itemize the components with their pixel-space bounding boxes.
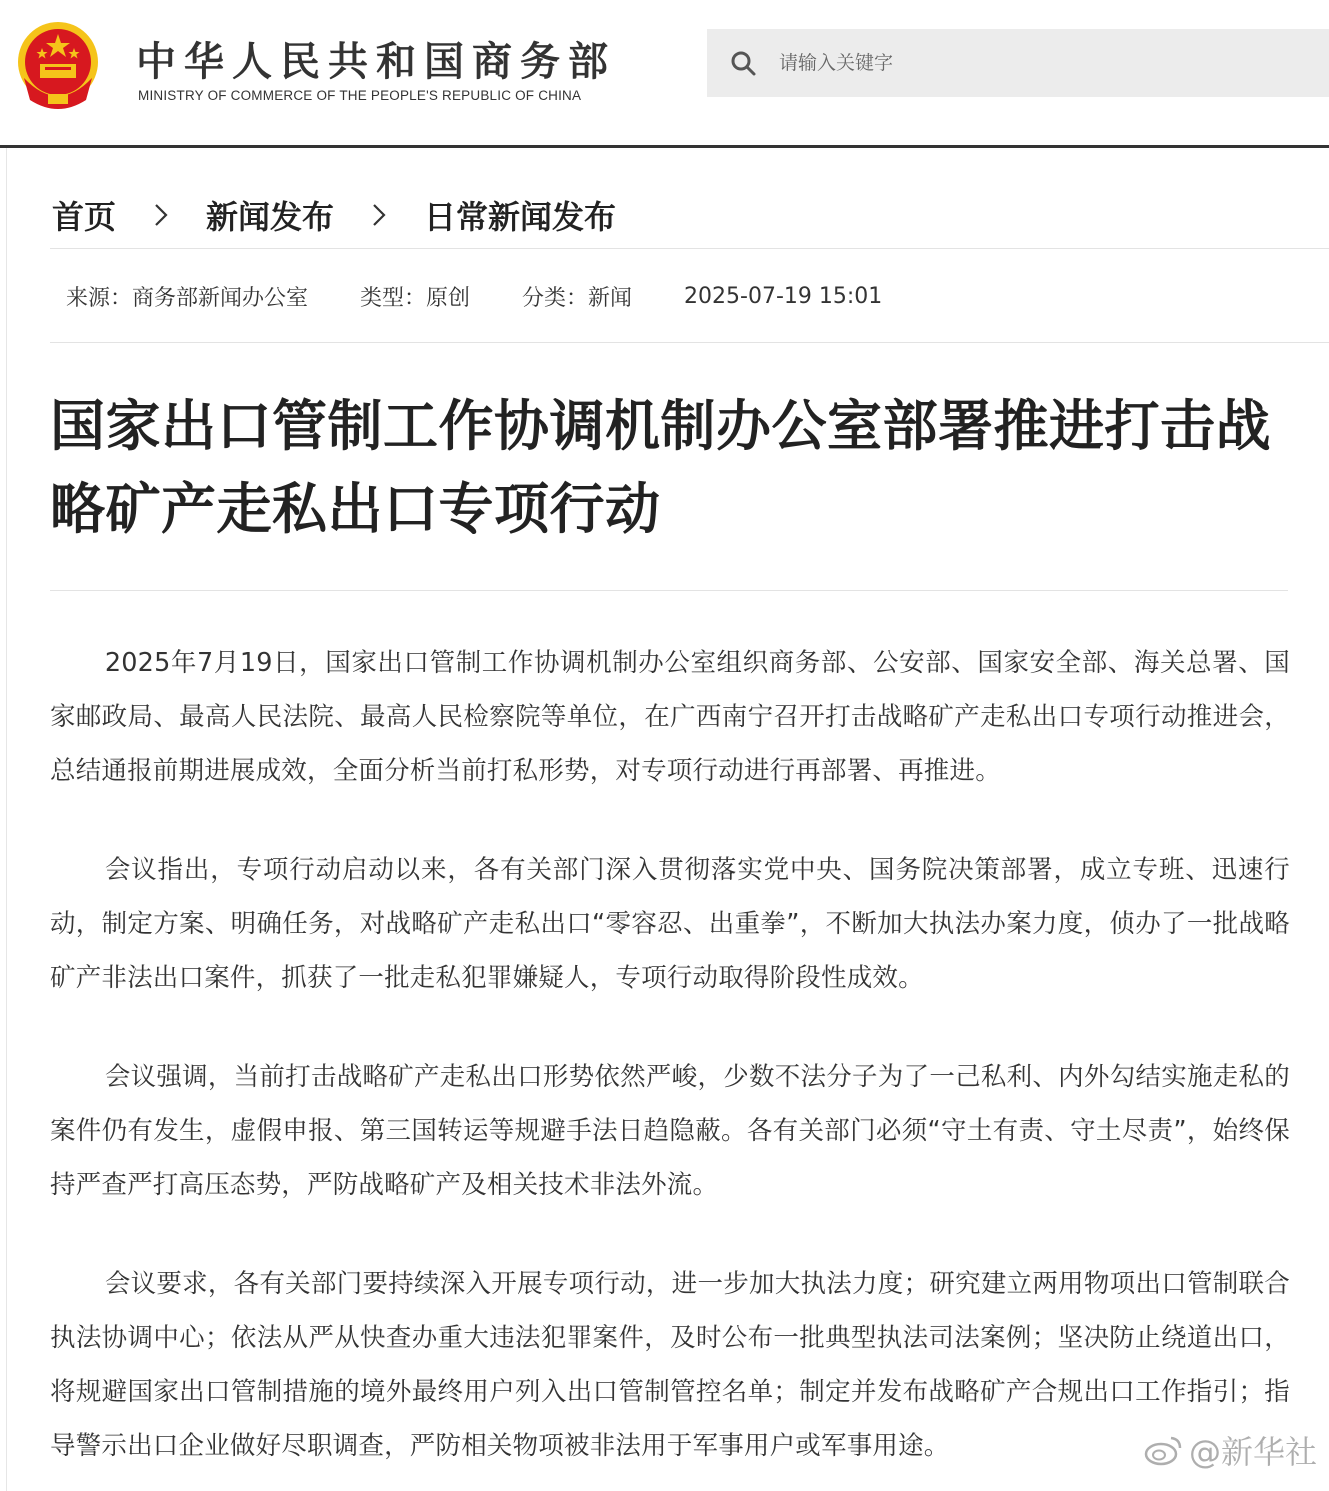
meta-divider xyxy=(50,342,1329,343)
meta-datetime: 2025-07-19 15:01 xyxy=(684,283,883,309)
meta-category: 分类：新闻 xyxy=(522,285,633,311)
watermark xyxy=(1143,1430,1317,1470)
breadcrumb-daily-news[interactable]: 日常新闻发布 xyxy=(424,198,617,236)
site-header xyxy=(0,0,1329,146)
site-subtitle: MINISTRY OF COMMERCE OF THE PEOPLE'S REPUBLIC OF CHINA xyxy=(138,88,582,103)
article-title: 国家出口管制工作协调机制办公室部署推进打击战略矿产走私出口专项行动 xyxy=(50,394,1272,541)
left-border xyxy=(6,148,7,1491)
national-emblem-icon[interactable] xyxy=(12,18,104,114)
chevron-right-icon xyxy=(334,200,424,230)
article-paragraph: 会议强调，当前打击战略矿产走私出口形势依然严峻，少数不法分子为了一己私利、内外勾结实施走私的案件仍有发生，虚假申报、第三国转运等规避手法日趋隐蔽。各有关部门必须“守土有责、守土尽责”，始终保持严查严打高压态势，严防战略矿产及相关技术非法外流。 xyxy=(50,1062,1290,1200)
breadcrumb-news[interactable]: 新闻发布 xyxy=(206,198,335,236)
meta-source: 来源：商务部新闻办公室 xyxy=(66,285,309,311)
breadcrumb-home[interactable]: 首页 xyxy=(52,198,117,236)
article-paragraph: 会议要求，各有关部门要持续深入开展专项行动，进一步加大执法力度；研究建立两用物项出口管制联合执法协调中心；依法从严从快查办重大违法犯罪案件，及时公布一批典型执法司法案例；坚决防止绕道出口，将规避国家出口管制措施的境外最终用户列入出口管制管控名单；制定并发布战略矿产合规出口工作指引；指导警示出口企业做好尽职调查，严防相关物项被非法用于军事用户或军事用途。 xyxy=(50,1269,1290,1461)
title-divider xyxy=(50,590,1288,591)
site-title[interactable]: 中华人民共和国商务部 xyxy=(136,38,616,85)
article-body xyxy=(50,636,1290,1491)
meta-type: 类型：原创 xyxy=(360,285,471,311)
article-paragraph: 会议指出，专项行动启动以来，各有关部门深入贯彻落实党中央、国务院决策部署，成立专班、迅速行动，制定方案、明确任务，对战略矿产走私出口“零容忍、出重拳”，不断加大执法办案力度，侦办了一批战略矿产非法出口案件，抓获了一批走私犯罪嫌疑人，专项行动取得阶段性成效。 xyxy=(50,855,1290,993)
search-icon[interactable] xyxy=(729,49,757,77)
article-meta xyxy=(66,278,882,314)
watermark-text: @新华社 xyxy=(1188,1433,1317,1471)
header-divider xyxy=(0,145,1329,148)
search-box[interactable] xyxy=(707,29,1329,97)
breadcrumb xyxy=(52,192,616,238)
weibo-logo-icon xyxy=(1143,1434,1183,1466)
chevron-right-icon xyxy=(116,200,206,230)
search-input[interactable] xyxy=(779,43,1299,83)
breadcrumb-divider xyxy=(50,248,1329,249)
article-paragraph: 2025年7月19日，国家出口管制工作协调机制办公室组织商务部、公安部、国家安全部、海关总署、国家邮政局、最高人民法院、最高人民检察院等单位，在广西南宁召开打击战略矿产走私出口专项行动推进会，总结通报前期进展成效，全面分析当前打私形势，对专项行动进行再部署、再推进。 xyxy=(50,648,1290,786)
